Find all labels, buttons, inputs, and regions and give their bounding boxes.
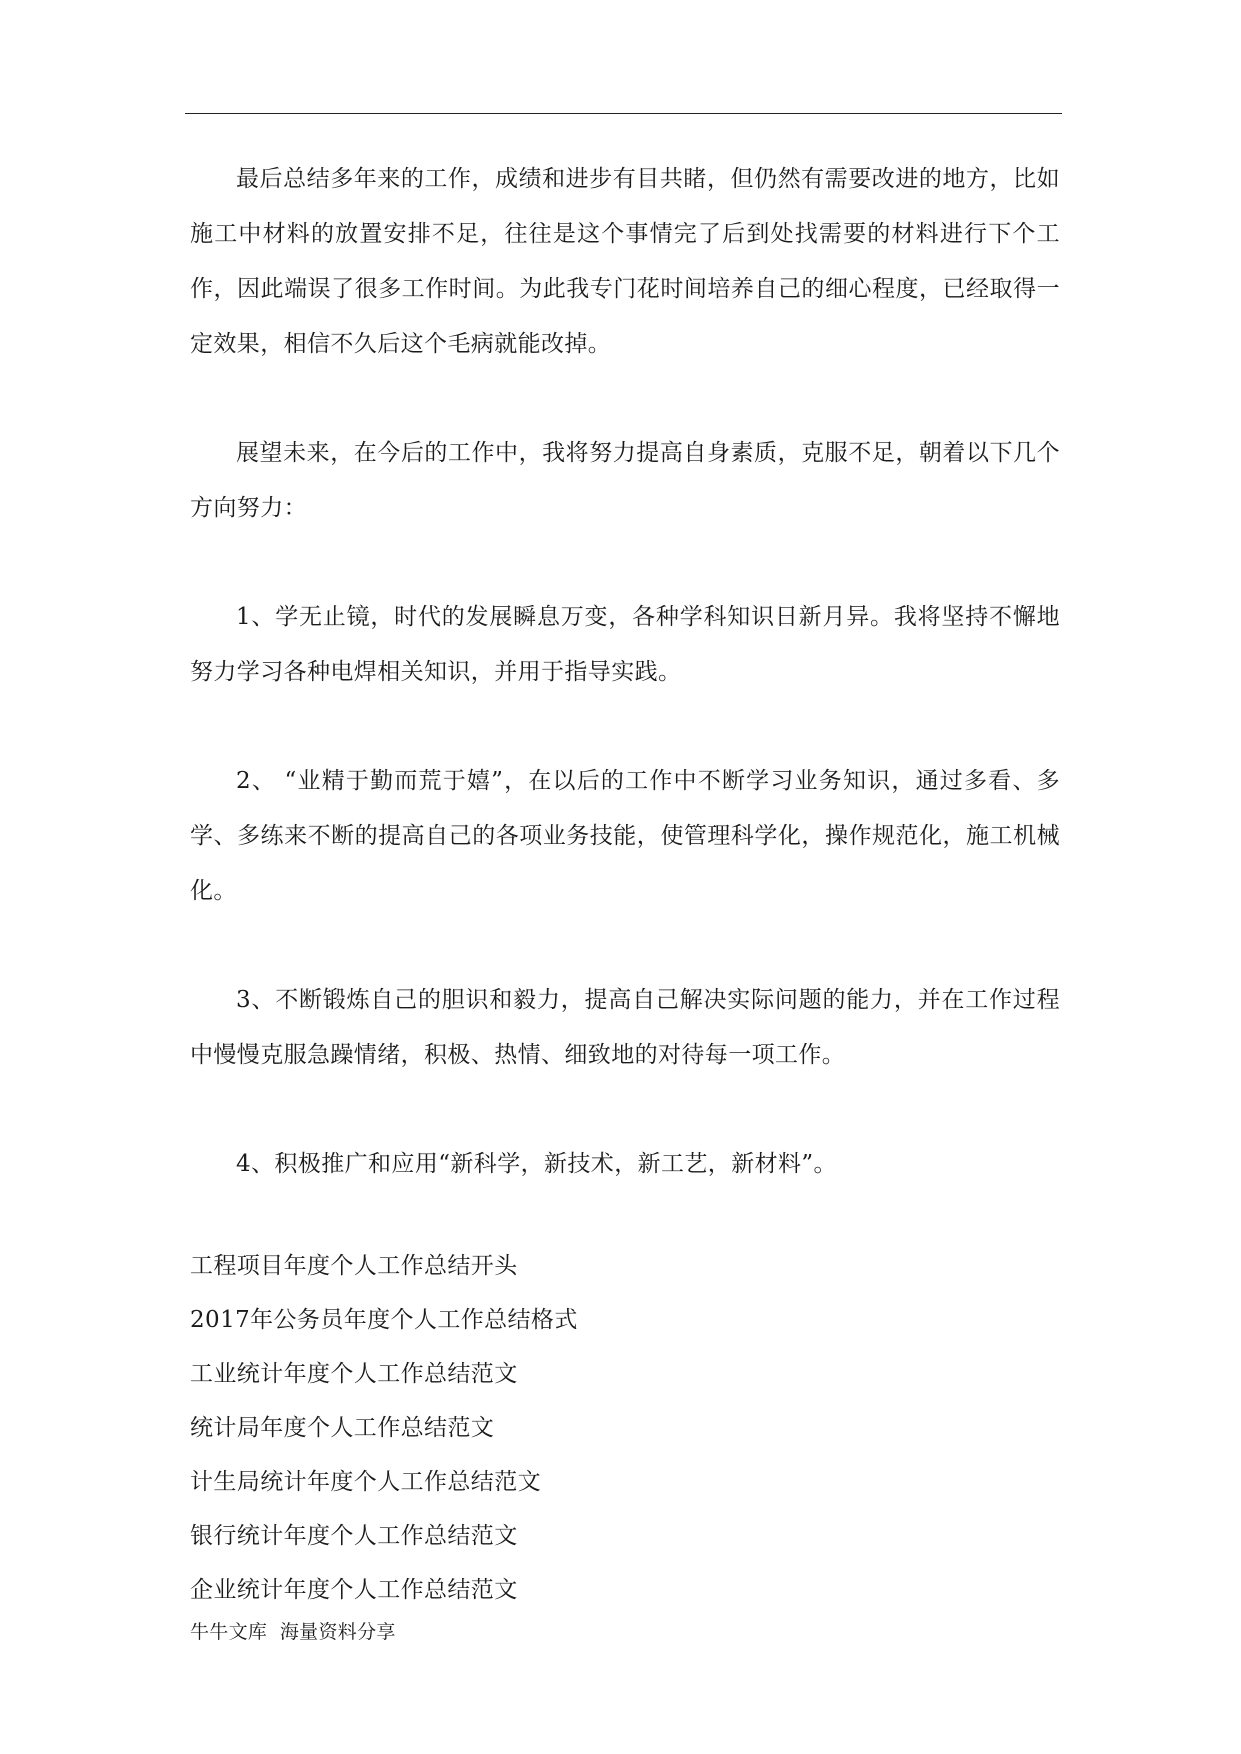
paragraph-goal-1: 1、学无止镜，时代的发展瞬息万变，各种学科知识日新月异。我将坚持不懈地努力学习各种电焊相关知识，并用于指导实践。	[190, 604, 1060, 685]
paragraph-goal-3: 3、不断锻炼自己的胆识和毅力，提高自己解决实际问题的能力，并在工作过程中慢慢克服急躁情绪，积极、热情、细致地的对待每一项工作。	[190, 987, 1060, 1068]
related-link[interactable]: 工业统计年度个人工作总结范文	[190, 1361, 518, 1387]
footer-text: 牛牛文库 海量资料分享	[190, 1621, 396, 1643]
document-body	[190, 152, 1060, 1192]
paragraph-summary: 最后总结多年来的工作，成绩和进步有目共睹，但仍然有需要改进的地方，比如施工中材料的放置安排不足，往往是这个事情完了后到处找需要的材料进行下个工作，因此端误了很多工作时间。为此我专门花时间培养自己的细心程度，已经取得一定效果，相信不久后这个毛病就能改掉。	[190, 166, 1060, 357]
related-link[interactable]: 统计局年度个人工作总结范文	[190, 1415, 495, 1441]
paragraph-goal-2: 2、 “业精于勤而荒于嬉”，在以后的工作中不断学习业务知识，通过多看、多学、多练来不断的提高自己的各项业务技能，使管理科学化，操作规范化，施工机械化。	[190, 768, 1060, 904]
related-link[interactable]: 2017年公务员年度个人工作总结格式	[190, 1307, 578, 1333]
related-links-list	[190, 1239, 1060, 1617]
paragraph-goal-4: 4、积极推广和应用“新科学，新技术，新工艺，新材料”。	[236, 1151, 837, 1177]
related-link[interactable]: 企业统计年度个人工作总结范文	[190, 1577, 518, 1603]
header-divider	[185, 113, 1062, 114]
related-link[interactable]: 工程项目年度个人工作总结开头	[190, 1253, 518, 1279]
paragraph-outlook: 展望未来，在今后的工作中，我将努力提高自身素质，克服不足，朝着以下几个方向努力：	[190, 440, 1060, 521]
related-link[interactable]: 银行统计年度个人工作总结范文	[190, 1523, 518, 1549]
related-link[interactable]: 计生局统计年度个人工作总结范文	[190, 1469, 541, 1495]
